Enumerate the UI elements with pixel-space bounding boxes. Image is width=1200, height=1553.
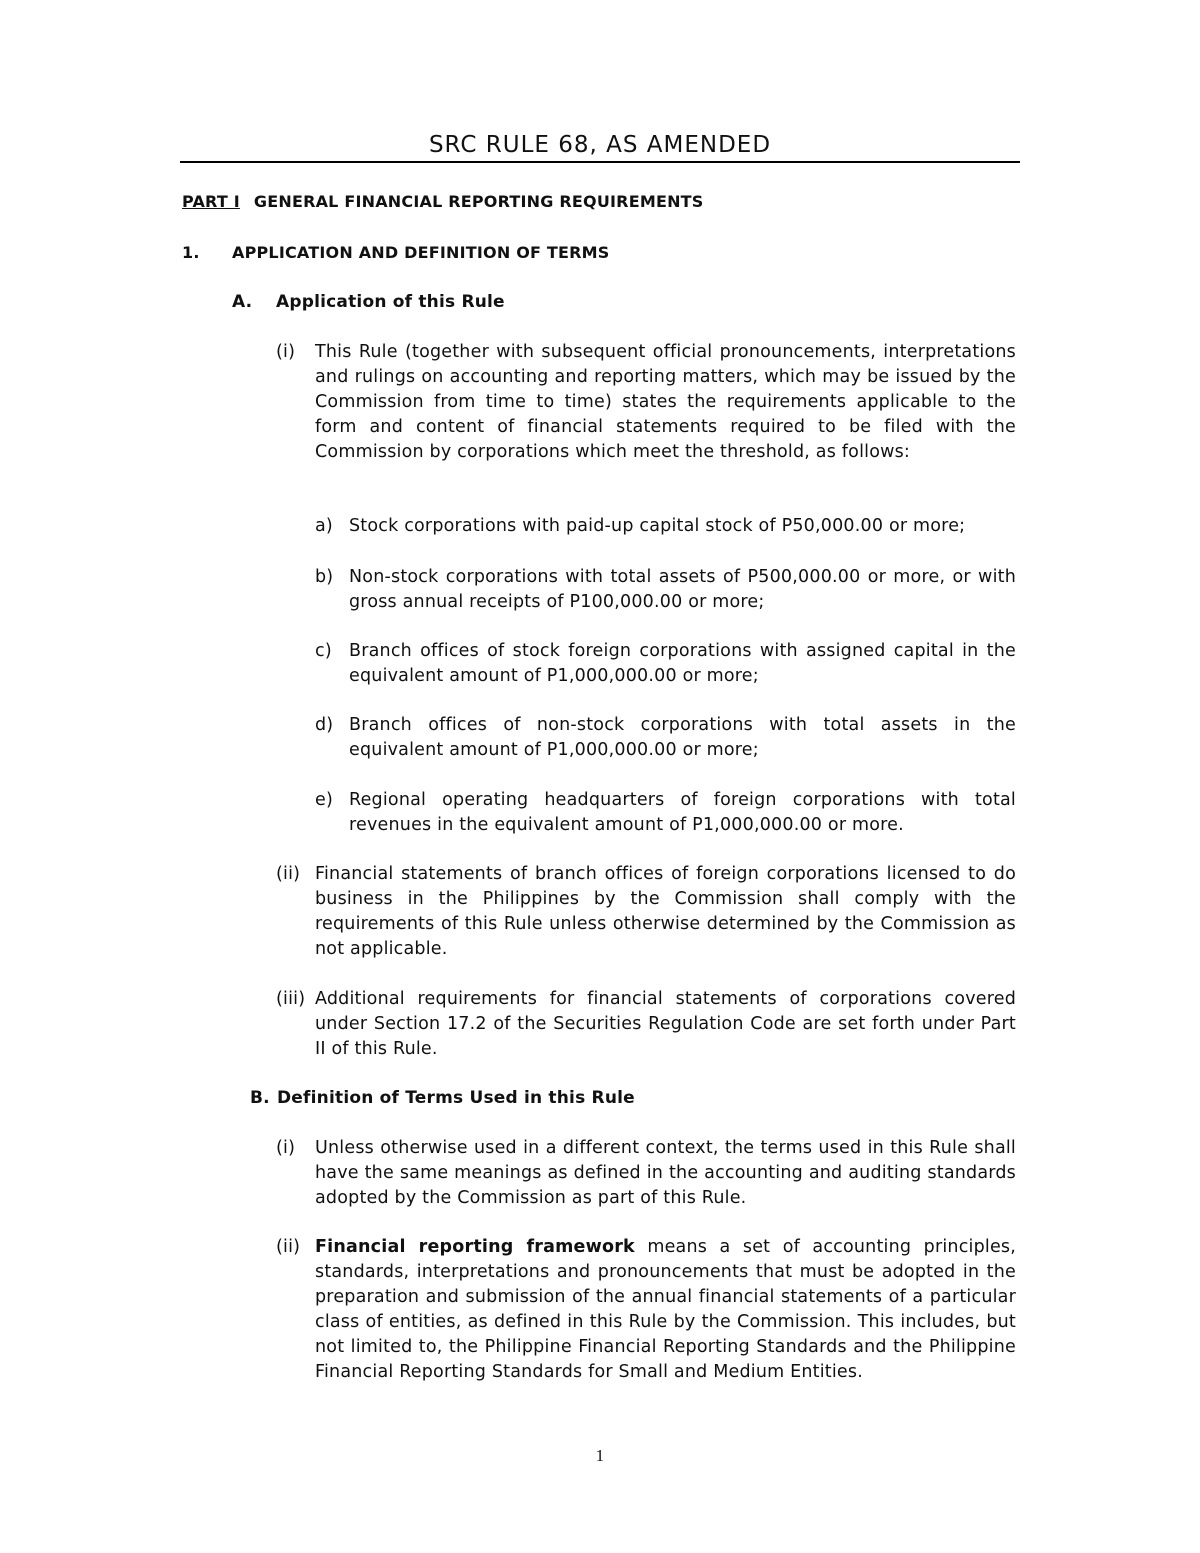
document-title: SRC RULE 68, AS AMENDED: [428, 132, 772, 158]
item-b-ii-number: (ii): [276, 1237, 301, 1257]
part-title: GENERAL FINANCIAL REPORTING REQUIREMENTS: [253, 192, 704, 211]
subsection-a-letter: A.: [232, 292, 253, 312]
item-b-ii-text: [315, 1235, 1016, 1385]
subsection-a-title: Application of this Rule: [276, 292, 505, 312]
list-item-c-letter: c): [315, 641, 332, 661]
subsection-b-letter: B.: [250, 1088, 270, 1108]
list-item-a-letter: a): [315, 516, 333, 536]
item-b-i-text: Unless otherwise used in a different context, the terms used in this Rule shall have the same meanings as defined in the accounting and auditing standards adopted by the Commission as part of this Rule.: [315, 1138, 1016, 1208]
list-item-b-letter: b): [315, 567, 334, 587]
item-a-i-text: This Rule (together with subsequent official pronouncements, interpretations and rulings on accounting and reporting matters, which may be issued by the Commission from time to time) states the requirements applicable to the form and content of financial statements required to be filed with the Commission by corporations which meet the threshold, as follows:: [315, 342, 1016, 462]
item-a-iii-text: Additional requirements for financial statements of corporations covered under Section 17.2 of the Securities Regulation Code are set forth under Part II of this Rule.: [315, 989, 1016, 1059]
list-item-c-text: Branch offices of stock foreign corporations with assigned capital in the equivalent amount of P1,000,000.00 or more;: [349, 641, 1016, 686]
part-label: PART I: [182, 192, 240, 211]
section-heading: [182, 243, 610, 262]
list-item-d-letter: d): [315, 715, 334, 735]
part-heading: [182, 192, 704, 211]
section-number: 1.: [182, 243, 200, 262]
subsection-b-heading: [250, 1088, 635, 1108]
list-item-e-letter: e): [315, 790, 333, 810]
item-a-iii-number: (iii): [276, 989, 306, 1009]
item-a-i-number: (i): [276, 342, 296, 362]
definition-text: means a set of accounting principles, standards, interpretations and pronouncements that must be adopted in the preparation and submission of the annual financial statements of a particular class of entities, as defined in this Rule by the Commission. This includes, but not limited to, the Philippine Financial Reporting Standards and the Philippine Financial Reporting Standards for Small and Medium Entities.: [315, 1237, 1016, 1382]
list-item-b-text: Non-stock corporations with total assets of P500,000.00 or more, or with gross annual receipts of P100,000.00 or more;: [349, 567, 1016, 612]
item-a-ii-text: Financial statements of branch offices of foreign corporations licensed to do business in the Philippines by the Commission shall comply with the requirements of this Rule unless otherwise determined by the Commission as not applicable.: [315, 864, 1016, 959]
list-item-e-text: Regional operating headquarters of foreign corporations with total revenues in the equivalent amount of P1,000,000.00 or more.: [349, 790, 1016, 835]
subsection-a-heading: [232, 292, 505, 312]
page-number: 1: [595, 1446, 605, 1465]
list-item-a-text: Stock corporations with paid-up capital stock of P50,000.00 or more;: [349, 516, 966, 536]
defined-term: Financial reporting framework: [315, 1237, 635, 1257]
list-item-d-text: Branch offices of non-stock corporations with total assets in the equivalent amount of P1,000,000.00 or more;: [349, 715, 1016, 760]
subsection-b-title: Definition of Terms Used in this Rule: [277, 1088, 635, 1108]
item-b-i-number: (i): [276, 1138, 296, 1158]
item-a-ii-number: (ii): [276, 864, 301, 884]
title-underline: [180, 161, 1020, 163]
section-title: APPLICATION AND DEFINITION OF TERMS: [232, 243, 610, 262]
